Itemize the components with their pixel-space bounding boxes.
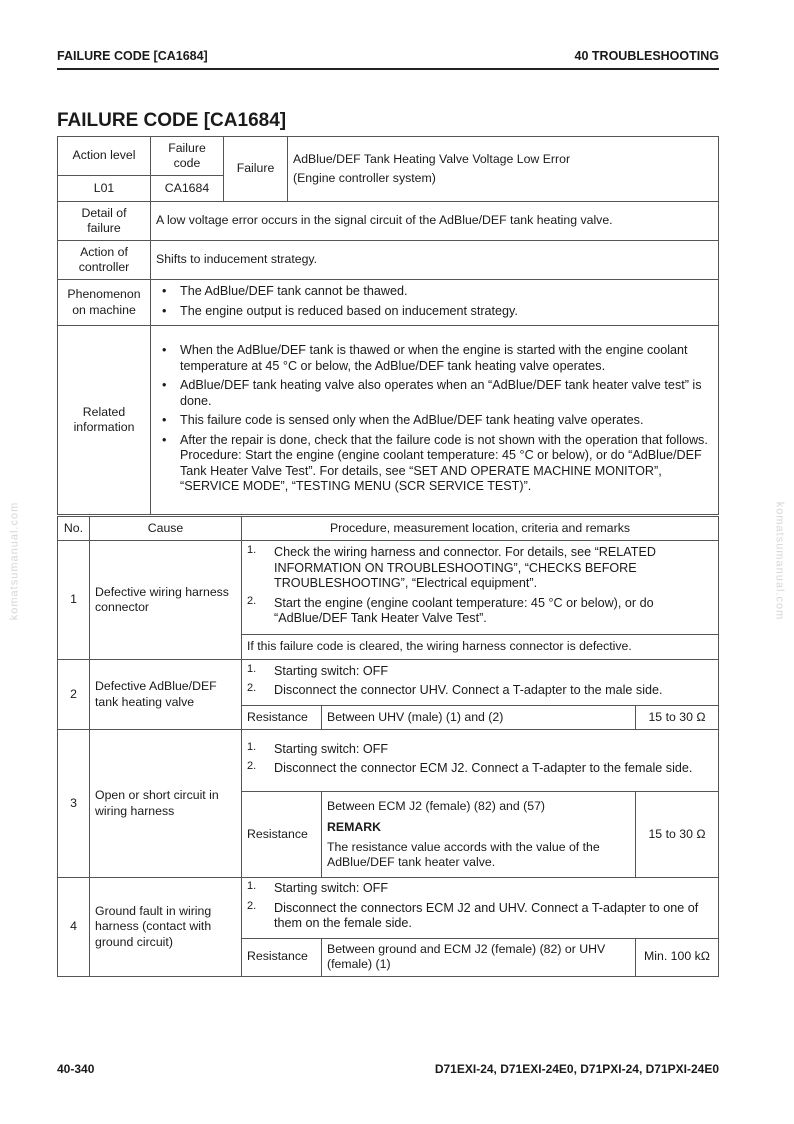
procedure-steps — [247, 881, 713, 932]
failure-code-value: CA1684 — [151, 176, 224, 202]
cause-text: Ground fault in wiring harness (contact with ground circuit) — [90, 878, 242, 977]
related-info-item: • AdBlue/DEF tank heating valve also operates when an “AdBlue/DEF tank heater valve test” is done. — [156, 378, 713, 409]
header-chapter-title: 40 TROUBLESHOOTING — [574, 49, 719, 63]
procedure-steps-cell — [242, 541, 719, 635]
related-info-item: • When the AdBlue/DEF tank is thawed or when the engine is started with the engine coolant temperature at 45 °C or below, the AdBlue/DEF tank heating valve operates. — [156, 343, 713, 374]
action-level-label: Action level — [58, 137, 151, 176]
phenomenon-item: • The engine output is reduced based on inducement strategy. — [156, 304, 713, 320]
related-info-list — [156, 343, 713, 495]
detail-label: Detail of failure — [58, 202, 151, 241]
procedure-steps-cell — [242, 730, 719, 792]
phenomenon-label: Phenomenon on machine — [58, 280, 151, 326]
measurement-label: Resistance — [242, 706, 322, 730]
measurement-location: Between UHV (male) (1) and (2) — [322, 706, 636, 730]
procedure-step: 2. Disconnect the connectors ECM J2 and UHV. Connect a T-adapter to one of them on the female side. — [247, 899, 699, 930]
action-controller-text: Shifts to inducement strategy. — [151, 241, 719, 280]
procedure-step: 1. Starting switch: OFF — [247, 740, 389, 756]
related-info-label: Related information — [58, 326, 151, 515]
measurement-value: 15 to 30 Ω — [636, 706, 719, 730]
procedure-step: 1. Starting switch: OFF — [247, 662, 389, 678]
cause-no: 3 — [58, 730, 90, 878]
procedure-step: 2. Disconnect the connector UHV. Connect a T-adapter to the male side. — [247, 682, 663, 697]
remark-heading: REMARK — [327, 820, 381, 834]
cause-text: Defective AdBlue/DEF tank heating valve — [90, 660, 242, 730]
procedure-steps-cell — [242, 660, 719, 706]
page-title: FAILURE CODE [CA1684] — [57, 110, 287, 131]
watermark-right: komatsumanual.com — [773, 501, 786, 621]
model-list: D71EXI-24, D71EXI-24E0, D71PXI-24, D71PXI-24E0 — [434, 1062, 719, 1076]
failure-text-line2: (Engine controller system) — [293, 171, 436, 185]
action-controller-label: Action of controller — [58, 241, 151, 280]
related-info-item — [156, 433, 713, 495]
detail-text: A low voltage error occurs in the signal circuit of the AdBlue/DEF tank heating valve. — [151, 202, 719, 241]
causes-table — [57, 516, 719, 977]
col-header-cause: Cause — [90, 517, 242, 541]
failure-label: Failure — [224, 137, 288, 202]
procedure-steps — [247, 545, 713, 627]
remark-text: The resistance value accords with the value of the AdBlue/DEF tank heater valve. — [327, 839, 600, 869]
measurement-location: Between ECM J2 (female) (82) and (57) — [327, 798, 546, 813]
phenomenon-item: • The AdBlue/DEF tank cannot be thawed. — [156, 284, 713, 300]
cause-no: 4 — [58, 878, 90, 977]
header-rule — [57, 68, 719, 70]
action-level-value: L01 — [58, 176, 151, 202]
measurement-value: 15 to 30 Ω — [636, 792, 719, 878]
col-header-no: No. — [58, 517, 90, 541]
cause-no: 2 — [58, 660, 90, 730]
cause-text: Open or short circuit in wiring harness — [90, 730, 242, 878]
procedure-step: 2. Start the engine (engine coolant temperature: 45 °C or below), or do “AdBlue/DEF Tank Heater Valve Test”. — [247, 594, 654, 626]
procedure-steps — [247, 664, 713, 699]
failure-text-line1: AdBlue/DEF Tank Heating Valve Voltage Low Error — [293, 151, 571, 166]
procedure-step: 1. Check the wiring harness and connector. For details, see “RELATED INFORMATION ON TROUBLESHOOTING”, “CHECKS BEFORE TROUBLESHOOTING”, “Electrical equipment”. — [247, 544, 656, 591]
measurement-location: Between ground and ECM J2 (female) (82) or UHV (female) (1) — [322, 938, 636, 976]
header-section-title: FAILURE CODE [CA1684] — [57, 49, 208, 63]
related-info-cell — [151, 326, 719, 515]
page-number: 40-340 — [57, 1062, 95, 1076]
procedure-step: 2. Disconnect the connector ECM J2. Connect a T-adapter to the female side. — [247, 760, 693, 775]
col-header-procedure: Procedure, measurement location, criteria and remarks — [242, 517, 719, 541]
related-info-item-text: • After the repair is done, check that the failure code is not shown with the operation that follows. — [180, 432, 708, 447]
measurement-label: Resistance — [242, 792, 322, 878]
failure-code-label: Failure code — [151, 137, 224, 176]
failure-description — [288, 137, 719, 202]
measurement-label: Resistance — [242, 938, 322, 976]
procedure-step: 1. Starting switch: OFF — [247, 880, 389, 895]
phenomenon-list — [156, 284, 713, 319]
cause-text: Defective wiring harness connector — [90, 541, 242, 660]
procedure-steps-cell — [242, 878, 719, 939]
measurement-location-cell — [322, 792, 636, 878]
procedure-note: If this failure code is cleared, the wiring harness connector is defective. — [242, 635, 719, 660]
measurement-value: Min. 100 kΩ — [636, 938, 719, 976]
watermark-left: komatsumanual.com — [8, 501, 21, 621]
phenomenon-list-cell — [151, 280, 719, 326]
failure-info-table — [57, 136, 719, 515]
related-info-procedure: Procedure: Start the engine (engine coolant temperature: 45 °C or below), or do “AdBlue/DEF Tank Heater Valve Test”. For details, see “SET AND OPERATE MACHINE MONITOR”, “SERVICE MODE”, “TESTING MENU (SCR SERVICE TEST)”. — [180, 448, 702, 494]
cause-no: 1 — [58, 541, 90, 660]
related-info-item: • This failure code is sensed only when the AdBlue/DEF tank heating valve operates. — [156, 413, 713, 429]
procedure-steps — [247, 742, 713, 777]
